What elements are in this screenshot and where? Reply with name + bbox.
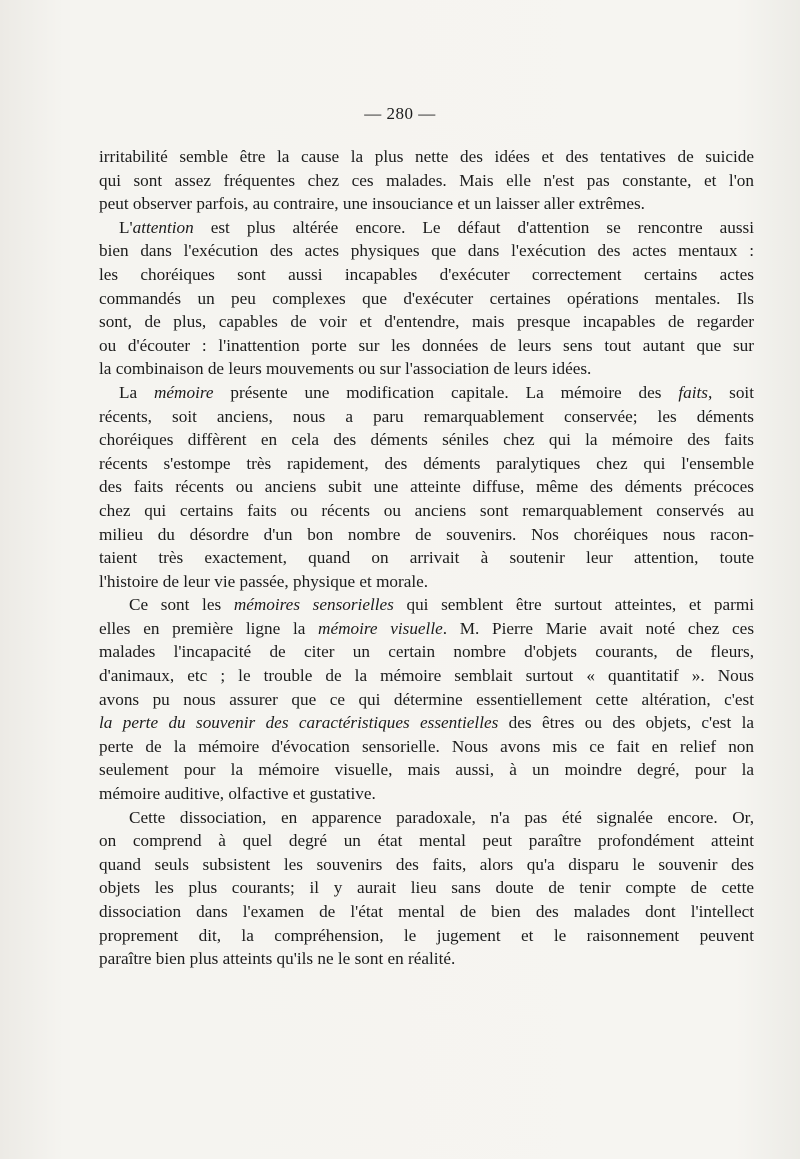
- text-line: commandés un peu complexes que d'exécuter certaines opérations mentales. Ils: [99, 288, 754, 308]
- text-line: elles en première ligne la mémoire visuelle. M. Pierre Marie avait noté chez ces: [99, 618, 755, 638]
- text-line: d'animaux, etc ; le trouble de la mémoire semblait surtout « quantitatif ». Nous: [99, 666, 754, 686]
- text-line: la perte du souvenir des caractéristiques essentielles des êtres ou des objets, c'est la: [99, 713, 755, 733]
- text-line: L'attention est plus altérée encore. Le défaut d'attention se rencontre aussi: [119, 217, 754, 237]
- text-line: l'histoire de leur vie passée, physique et morale.: [99, 571, 429, 591]
- text-line: chez qui certains faits ou récents ou anciens sont remarquablement conservés au: [99, 500, 754, 520]
- text-line: la combinaison de leurs mouvements ou sur l'association de leurs idées.: [99, 359, 592, 379]
- text-line: quand seuls subsistent les souvenirs des faits, alors qu'a disparu le souvenir des: [99, 854, 754, 874]
- text-line: paraître bien plus atteints qu'ils ne le sont en réalité.: [99, 949, 456, 969]
- text-line: perte de la mémoire d'évocation sensorielle. Nous avons mis ce fait en relief non: [99, 736, 754, 756]
- text-line: taient très exactement, quand on arrivait à soutenir leur attention, toute: [99, 548, 754, 568]
- text-line: qui sont assez fréquentes chez ces malades. Mais elle n'est pas constante, et l'on: [99, 170, 754, 190]
- text-line: seulement pour la mémoire visuelle, mais aussi, à un moindre degré, pour la: [99, 760, 754, 780]
- text-line: objets les plus courants; il y aurait lieu sans doute de tenir compte de cette: [99, 878, 754, 898]
- text-line: irritabilité semble être la cause la plus nette des idées et des tentatives de suicide: [99, 147, 754, 166]
- text-line: proprement dit, la compréhension, le jugement et le raisonnement peuvent: [99, 925, 754, 945]
- text-line: ou d'écouter : l'inattention porte sur les données de leurs sens tout autant que sur: [99, 335, 754, 355]
- text-line: Cette dissociation, en apparence paradoxale, n'a pas été signalée encore. Or,: [129, 807, 754, 827]
- text-line: choréiques diffèrent en cela des déments séniles chez qui la mémoire des faits: [99, 430, 754, 450]
- text-line: mémoire auditive, olfactive et gustative.: [99, 784, 376, 804]
- text-line: peut observer parfois, au contraire, une insouciance et un laisser aller extrêmes.: [99, 194, 645, 214]
- text-line: des faits récents ou anciens subit une atteinte diffuse, même des déments précoces: [99, 477, 754, 497]
- text-line: sont, de plus, capables de voir et d'entendre, mais presque incapables de regarder: [99, 312, 754, 332]
- text-line: malades l'incapacité de citer un certain nombre d'objets courants, de fleurs,: [99, 642, 754, 662]
- text-line: les choréiques sont aussi incapables d'exécuter correctement certains actes: [99, 264, 754, 284]
- text-line: on comprend à quel degré un état mental peut paraître profondément atteint: [99, 831, 754, 851]
- text-line: avons pu nous assurer que ce qui détermine essentiellement cette altération, c'est: [99, 689, 754, 709]
- text-line: La mémoire présente une modification capitale. La mémoire des faits, soit: [119, 382, 754, 402]
- text-line: dissociation dans l'examen de l'état mental de bien des malades dont l'intellect: [99, 902, 754, 921]
- body-text: [99, 145, 754, 971]
- page-number: — 280 —: [364, 104, 436, 123]
- text-line: récents, soit anciens, nous a paru remarquablement conservée; les déments: [99, 406, 754, 426]
- text-line: récents s'estompe très rapidement, des déments paralytiques chez qui l'ensemble: [99, 453, 754, 473]
- text-line: milieu du désordre d'un bon nombre de souvenirs. Nos choréiques nous racon-: [99, 524, 754, 544]
- text-line: Ce sont les mémoires sensorielles qui semblent être surtout atteintes, et parmi: [129, 595, 755, 615]
- text-line: bien dans l'exécution des actes physiques que dans l'exécution des actes mentaux :: [99, 241, 754, 261]
